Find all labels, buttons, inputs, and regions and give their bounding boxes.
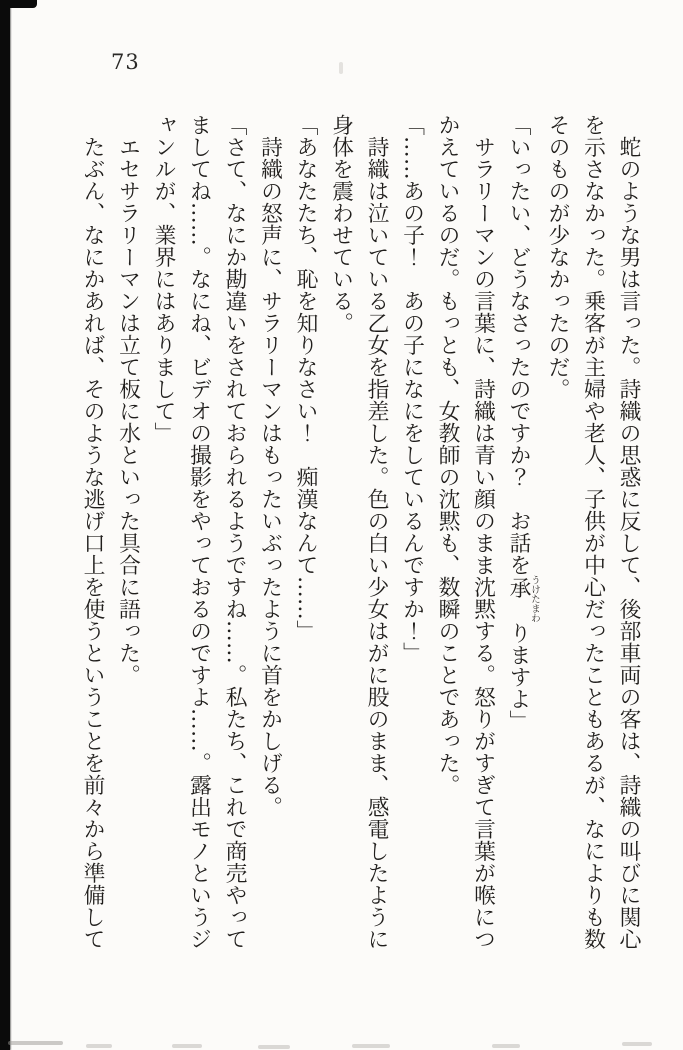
scan-smudge (8, 1041, 63, 1045)
scan-smudge (492, 1044, 520, 1048)
scan-smudge (622, 1042, 652, 1046)
scan-edge-top-corner (0, 0, 37, 8)
text-line: 詩織の怒声に、サラリーマンはもったいぶったように首をかしげる。 (257, 136, 283, 818)
text-segment: りますよ」 (506, 621, 531, 732)
vertical-text-block (75, 114, 647, 954)
ruby-text: うけたまわ (529, 575, 540, 623)
text-line: 詩織は泣いている乙女を指差した。色の白い少女はがに股のまま、感電したように (364, 136, 389, 950)
text-line: 「さて、なにか勘違いをされておられるようですね……。私たち、これで商売やって (222, 114, 247, 950)
scan-smudge (339, 62, 343, 74)
scan-edge-left (0, 0, 10, 1050)
text-line: ャンルが、業界にはありまして」 (151, 114, 176, 444)
text-line: サラリーマンの言葉に、詩織は青い顔のまま沈黙する。怒りがすぎて言葉が喉につ (470, 136, 496, 950)
text-line: かえているのだ。もっとも、女教師の沈黙も、数瞬のことであった。 (435, 114, 460, 796)
text-line: エセサラリーマンは立て板に水といった具合に語った。 (115, 136, 141, 686)
text-line: を示さなかった。乗客が主婦や老人、子供が中心だったこともあるが、なによりも数 (580, 114, 606, 950)
text-line: ましてね……。なにね、ビデオの撮影をやっておるのですよ……。露出モノというジ (186, 114, 212, 950)
text-line: 「……あの子！ あの子になにをしているんですか！」 (399, 114, 425, 664)
page-number: 73 (111, 50, 140, 74)
text-line: 「あなたたち、恥を知りなさい！ 痴漢なんて……」 (293, 114, 318, 642)
ruby-base: 承 (506, 575, 531, 623)
scan-smudge (352, 1044, 390, 1048)
scan-smudge (86, 1044, 112, 1048)
text-line (501, 114, 540, 954)
text-line: 蛇のような男は言った。詩織の思惑に反して、後部車両の客は、詩織の叫びに関心 (616, 136, 641, 950)
scan-smudge (172, 1044, 202, 1048)
text-line: 身体を震わせている。 (328, 114, 354, 334)
scan-smudge (258, 1045, 290, 1049)
text-segment: 「いったい、どうなさったのですか？ お話を (506, 114, 531, 576)
text-line: たぶん、なにかあれば、そのような逃げ口上を使うということを前々から準備して (80, 136, 105, 950)
ruby-annotation (506, 575, 540, 623)
text-line: そのものが少なかったのだ。 (545, 114, 570, 400)
